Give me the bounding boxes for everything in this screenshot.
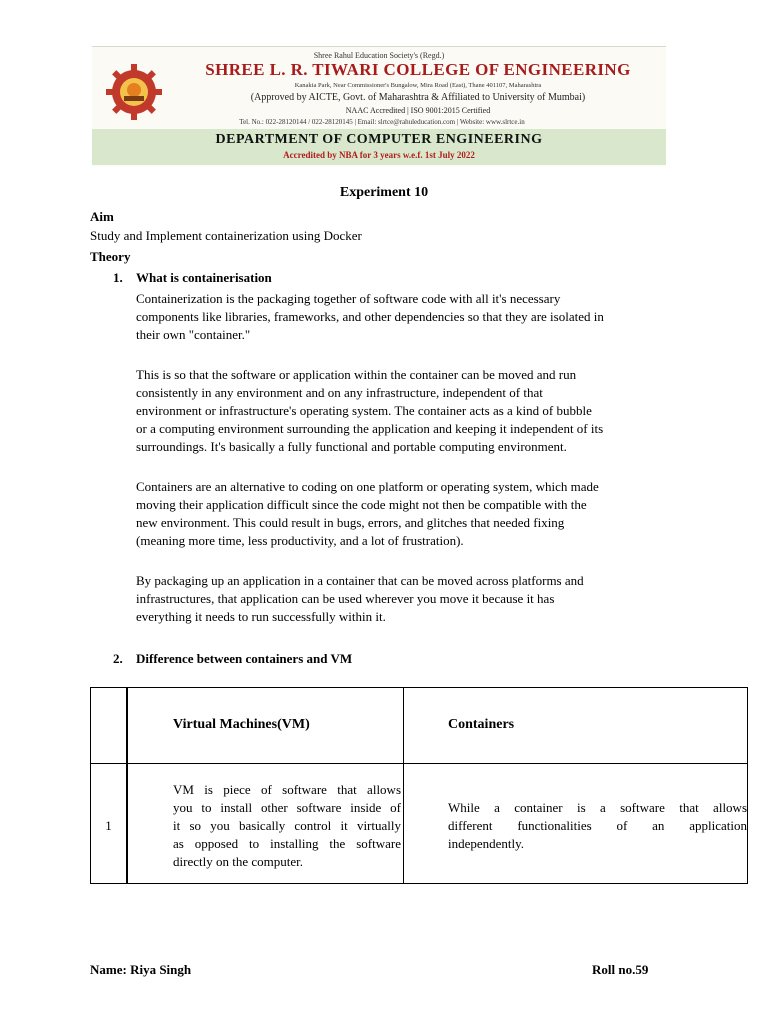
footer-name: Name: Riya Singh (90, 962, 192, 977)
paragraph-2-line: surroundings. It's basically a fully functional and portable computing environment. (136, 439, 567, 454)
paragraph-2-line: environment or infrastructure's operating system. The container acts as a kind of bubble (136, 403, 592, 418)
paragraph-2-line: This is so that the software or application within the container can be moved and run (136, 367, 577, 382)
paragraph-4-line: everything it needs to run successfully within it. (136, 609, 386, 624)
comparison-table (90, 687, 748, 884)
theory-heading: Theory (90, 249, 131, 264)
table-cell-vm-line: as opposed to installing the software (173, 836, 401, 851)
contact-line: Tel. No.: 022-28120144 / 022-28120145 | Email: slrtce@rahuleducation.com | Website: www.slrtce.in (239, 118, 525, 126)
society-name: Shree Rahul Education Society's (Regd.) (313, 51, 445, 60)
table-row-index: 1 (105, 818, 112, 833)
department-band (92, 129, 666, 165)
paragraph-3-line: new environment. This could result in bugs, errors, and glitches that needed fixing (136, 515, 565, 530)
college-address: Kanakia Park, Near Commissioner's Bungalow, Mira Road (East), Thane 401107, Maharashtra (294, 82, 542, 89)
table-cell-containers-line: different functionalities of an application (448, 818, 747, 833)
paragraph-4 (136, 572, 681, 626)
aim-text: Study and Implement containerization using Docker (90, 228, 362, 243)
accreditation-line: NAAC Accredited | ISO 9001:2015 Certified (345, 106, 491, 115)
table-divider (126, 688, 128, 883)
experiment-title: Experiment 10 (339, 185, 429, 200)
paragraph-3 (136, 478, 681, 550)
paragraph-1-line: their own "container." (136, 327, 251, 342)
paragraph-1 (136, 290, 681, 344)
letterhead-top-rule (92, 46, 666, 47)
paragraph-1-line: components like libraries, frameworks, and other dependencies so that they are isolated in (136, 309, 604, 324)
approval-line: (Approved by AICTE, Govt. of Maharashtra & Affiliated to University of Mumbai) (250, 92, 586, 103)
paragraph-1-line: Containerization is the packaging together of software code with all it's necessary (136, 291, 561, 306)
table-divider (91, 763, 747, 764)
paragraph-3-line: Containers are an alternative to coding on one platform or operating system, which made (136, 479, 599, 494)
table-cell-vm-line: it so you basically control it virtually (173, 818, 401, 833)
letterhead (92, 46, 666, 166)
paragraph-4-line: By packaging up an application in a container that can be moved across platforms and (136, 573, 584, 588)
table-cell-containers (448, 799, 747, 853)
section-1-title: What is containerisation (136, 270, 272, 285)
table-header-vm: Virtual Machines(VM) (173, 717, 310, 732)
table-cell-vm-line: you to install other software inside of (173, 800, 401, 815)
table-divider (403, 688, 404, 883)
table-cell-vm-line: VM is piece of software that allows (173, 782, 401, 797)
section-2-number: 2. (113, 651, 123, 666)
paragraph-3-line: (meaning more time, less productivity, and a lot of frustration). (136, 533, 464, 548)
table-header-containers: Containers (448, 717, 515, 732)
paragraph-3-line: moving their application difficult since the code might not then be compatible with the (136, 497, 587, 512)
table-cell-vm-line: directly on the computer. (173, 854, 303, 869)
table-cell-containers-line: While a container is a software that allows (448, 800, 747, 815)
college-logo-icon (104, 62, 164, 122)
table-cell-containers-line: independently. (448, 836, 525, 851)
department-name: DEPARTMENT OF COMPUTER ENGINEERING (215, 132, 543, 147)
aim-heading: Aim (90, 209, 114, 224)
paragraph-2-line: consistently in any environment and on any infrastructure, independent of that (136, 385, 543, 400)
table-cell-vm (173, 781, 401, 871)
footer-roll-number: Roll no.59 (592, 962, 649, 977)
section-2-title: Difference between containers and VM (136, 651, 353, 666)
paragraph-4-line: infrastructures, that application can be used wherever you move it because it has (136, 591, 555, 606)
paragraph-2 (136, 366, 681, 456)
section-1-number: 1. (113, 270, 123, 285)
paragraph-2-line: or a computing environment surrounding the application and keeping it independent of its (136, 421, 604, 436)
college-name: SHREE L. R. TIWARI COLLEGE OF ENGINEERING (205, 60, 631, 79)
nba-accreditation: Accredited by NBA for 3 years w.e.f. 1st July 2022 (283, 150, 475, 160)
